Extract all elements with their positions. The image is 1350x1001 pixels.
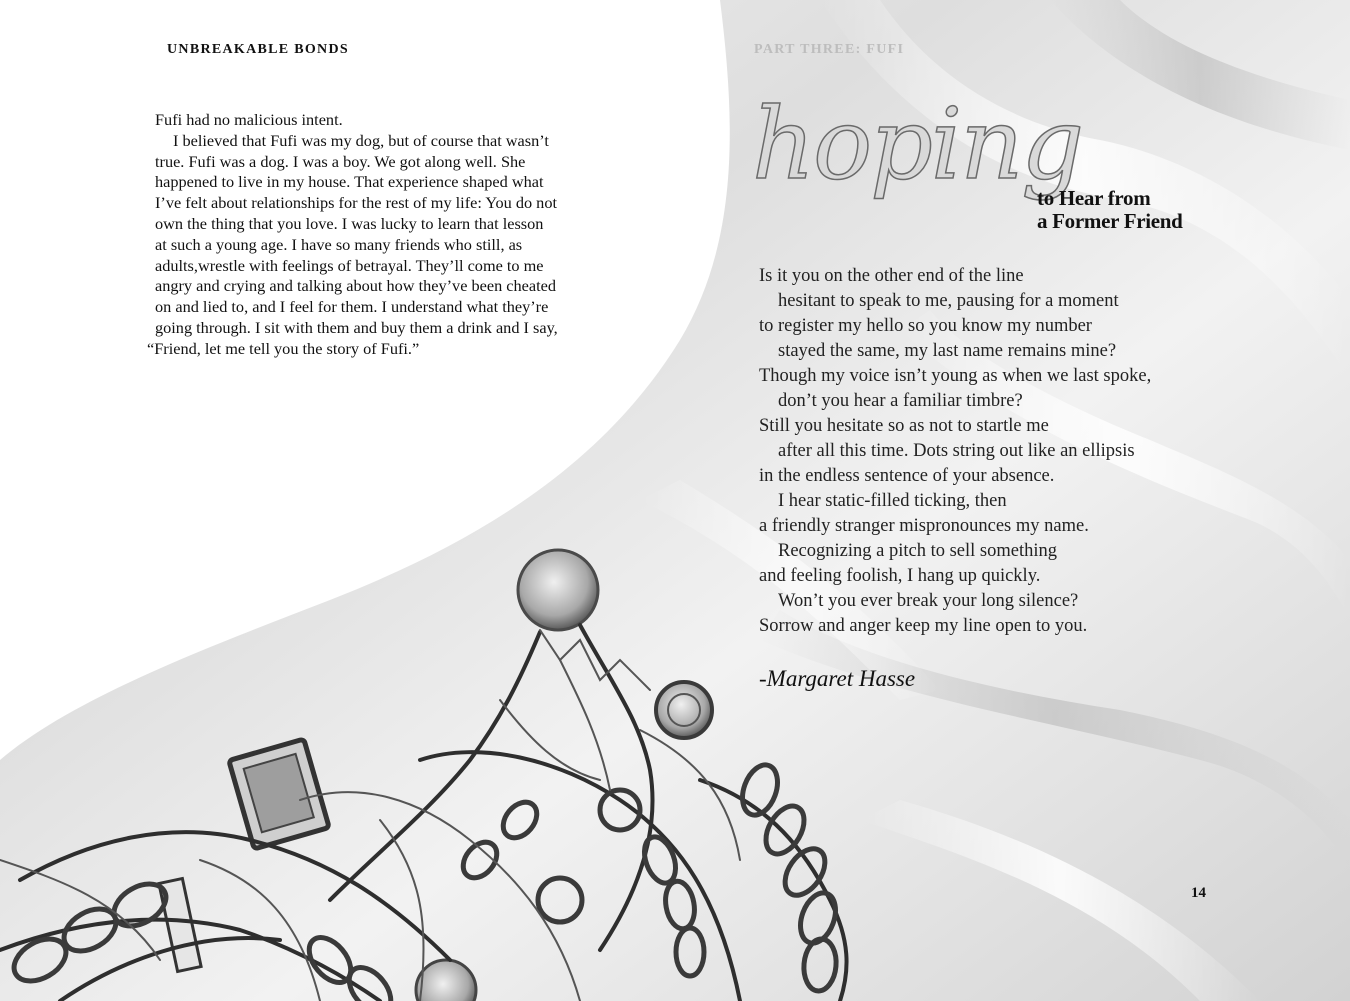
prose-line: at such a young age. I have so many friends who still, as xyxy=(155,234,523,254)
running-head-left: UNBREAKABLE BONDS xyxy=(167,42,349,57)
poem-title xyxy=(1037,187,1183,233)
prose-line: going through. I sit with them and buy them a drink and I say, xyxy=(155,317,558,337)
poem-line: after all this time. Dots string out like an ellipsis xyxy=(778,441,1135,461)
prose-line: I believed that Fufi was my dog, but of course that wasn’t xyxy=(173,130,549,150)
poem-line: a friendly stranger mispronounces my name. xyxy=(759,516,1089,536)
poem-title-line: to Hear from xyxy=(1037,186,1151,210)
poem-line: I hear static-filled ticking, then xyxy=(778,491,1007,511)
poem-line: to register my hello so you know my number xyxy=(759,316,1092,336)
poem-line: don’t you hear a familiar timbre? xyxy=(778,391,1023,411)
prose-line: adults,wrestle with feelings of betrayal. They’ll come to me xyxy=(155,255,544,275)
poem-line: and feeling foolish, I hang up quickly. xyxy=(759,566,1041,586)
poem-line: Sorrow and anger keep my line open to you. xyxy=(759,616,1088,636)
prose-line: true. Fufi was a dog. I was a boy. We got along well. She xyxy=(155,151,526,171)
running-head-right: PART THREE: FUFI xyxy=(754,42,905,57)
prose-line: own the thing that you love. I was lucky to learn that lesson xyxy=(155,213,544,233)
prose-line: happened to live in my house. That experience shaped what xyxy=(155,172,544,192)
poem-line: Won’t you ever break your long silence? xyxy=(778,591,1079,611)
poem-line: hesitant to speak to me, pausing for a moment xyxy=(778,291,1119,311)
poem-author: -Margaret Hasse xyxy=(759,666,916,691)
prose-text xyxy=(147,110,615,360)
prose-line: on and lied to, and I feel for them. I understand what they’re xyxy=(155,297,549,317)
poem-line: stayed the same, my last name remains mine? xyxy=(778,341,1117,361)
poem-title-line: a Former Friend xyxy=(1037,209,1183,233)
prose-line: I’ve felt about relationships for the rest of my life: You do not xyxy=(155,193,557,213)
poem-line: Is it you on the other end of the line xyxy=(759,266,1024,286)
poem-line: in the endless sentence of your absence. xyxy=(759,466,1055,486)
poem-line: Still you hesitate so as not to startle me xyxy=(759,416,1049,436)
poem-line: Though my voice isn’t young as when we last spoke, xyxy=(759,366,1152,386)
poem-text xyxy=(759,264,1239,639)
prose-line: “Friend, let me tell you the story of Fufi.” xyxy=(147,338,420,358)
poem-line: Recognizing a pitch to sell something xyxy=(778,541,1057,561)
poem-title-script: hoping xyxy=(752,88,1083,202)
page-number: 14 xyxy=(1191,885,1206,901)
prose-line: Fufi had no malicious intent. xyxy=(155,110,343,129)
prose-line: angry and crying and talking about how they’ve been cheated xyxy=(155,276,557,296)
